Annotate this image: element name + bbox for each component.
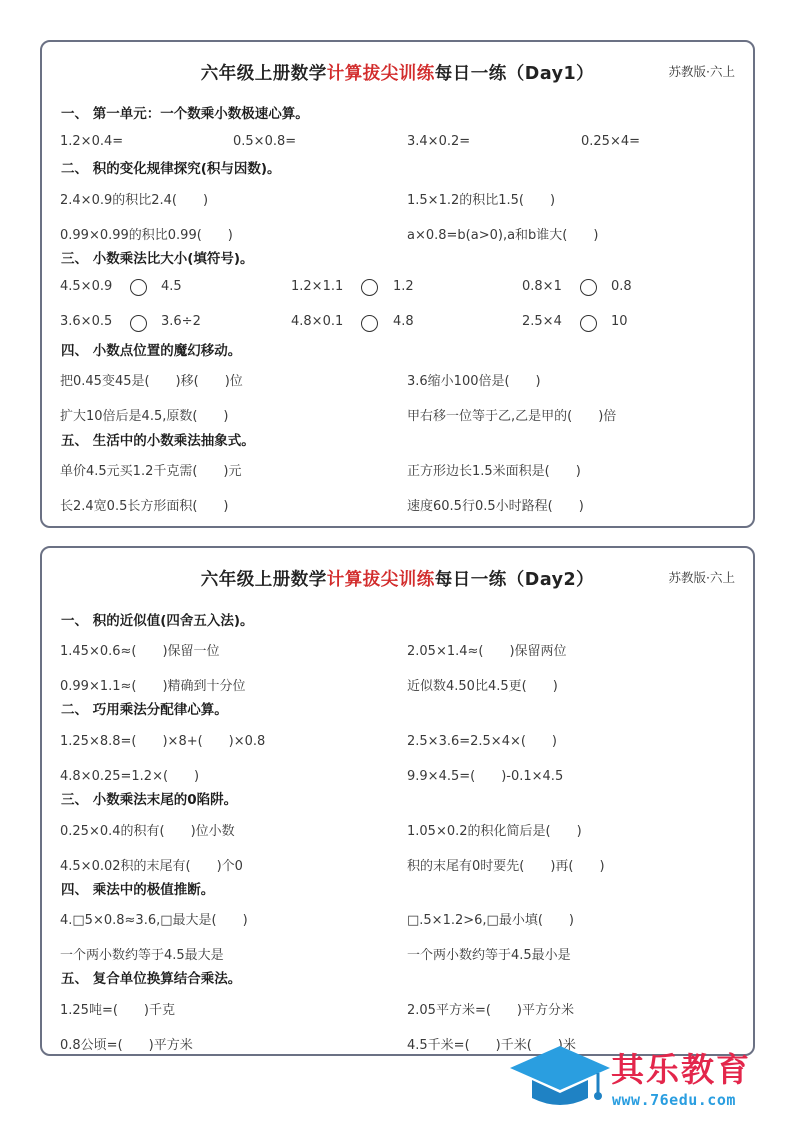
exercise-item: a×0.8=b(a>0),a和b谁大( ): [407, 228, 599, 243]
exercise-item: 1.05×0.2的积化简后是( ): [407, 824, 582, 839]
compare-right: 3.6÷2: [161, 314, 201, 329]
exercise-item: 0.8公顷=( )平方米: [60, 1038, 193, 1053]
exercise-item: 长2.4宽0.5长方形面积( ): [60, 499, 229, 514]
brand-url: www.76edu.com: [612, 1091, 736, 1109]
exercise-item: 0.99×0.99的积比0.99( ): [60, 228, 233, 243]
exercise-item: 2.05平方米=( )平方分米: [407, 1003, 574, 1018]
compare-left: 2.5×4: [522, 314, 562, 329]
exercise-item: 1.25×8.8=( )×8+( )×0.8: [60, 734, 266, 749]
exercise-item: 1.5×1.2的积比1.5( ): [407, 193, 556, 208]
section-heading: 五、 复合单位换算结合乘法。: [61, 971, 242, 987]
exercise-item: 4.5×0.02积的末尾有( )个0: [60, 859, 243, 874]
compare-left: 1.2×1.1: [291, 279, 344, 294]
graduation-cap-icon: [508, 1040, 612, 1114]
section-heading: 三、 小数乘法末尾的0陷阱。: [61, 792, 238, 808]
compare-right: 10: [611, 314, 628, 329]
section-heading: 五、 生活中的小数乘法抽象式。: [61, 433, 255, 449]
exercise-item: 4.8×0.25=1.2×( ): [60, 769, 200, 784]
exercise-item: 1.2×0.4=: [60, 134, 124, 149]
worksheet-title: 六年级上册数学计算拔尖训练每日一练（Day1）: [200, 64, 595, 84]
edition-label: 苏教版·六上: [668, 64, 735, 79]
exercise-item: 2.4×0.9的积比2.4( ): [60, 193, 209, 208]
compare-right: 0.8: [611, 279, 632, 294]
compare-left: 4.5×0.9: [60, 279, 113, 294]
exercise-item: 一个两小数约等于4.5最大是: [60, 948, 224, 963]
exercise-item: 一个两小数约等于4.5最小是: [407, 948, 571, 963]
section-heading: 二、 积的变化规律探究(积与因数)。: [61, 161, 281, 177]
compare-left: 0.8×1: [522, 279, 562, 294]
answer-circle[interactable]: [130, 279, 147, 296]
exercise-item: 0.5×0.8=: [233, 134, 297, 149]
exercise-item: 甲右移一位等于乙,乙是甲的( )倍: [407, 409, 617, 424]
exercise-item: 1.45×0.6≈( )保留一位: [60, 644, 220, 659]
section-heading: 一、 积的近似值(四舍五入法)。: [61, 613, 254, 629]
compare-right: 4.8: [393, 314, 414, 329]
exercise-item: 2.05×1.4≈( )保留两位: [407, 644, 567, 659]
worksheet-day2: [40, 546, 755, 1056]
edition-label: 苏教版·六上: [668, 570, 735, 585]
exercise-item: 4.5千米=( )千米( )米: [407, 1038, 576, 1053]
compare-right: 1.2: [393, 279, 414, 294]
exercise-item: 积的末尾有0时要先( )再( ): [407, 859, 605, 874]
answer-circle[interactable]: [130, 315, 147, 332]
section-heading: 一、 第一单元：一个数乘小数极速心算。: [61, 106, 309, 122]
exercise-item: 扩大10倍后是4.5,原数( ): [60, 409, 229, 424]
worksheet-title: 六年级上册数学计算拔尖训练每日一练（Day2）: [200, 570, 595, 590]
exercise-item: 把0.45变45是( )移( )位: [60, 374, 243, 389]
exercise-item: 0.25×0.4的积有( )位小数: [60, 824, 235, 839]
brand-logo: [508, 1040, 788, 1116]
exercise-item: 9.9×4.5=( )-0.1×4.5: [407, 769, 564, 784]
exercise-item: 速度60.5行0.5小时路程( ): [407, 499, 584, 514]
exercise-item: □.5×1.2>6,□最小填( ): [407, 913, 574, 928]
section-heading: 二、 巧用乘法分配律心算。: [61, 702, 228, 718]
compare-left: 3.6×0.5: [60, 314, 113, 329]
exercise-item: 1.25吨=( )千克: [60, 1003, 175, 1018]
exercise-item: 4.□5×0.8≈3.6,□最大是( ): [60, 913, 248, 928]
exercise-item: 2.5×3.6=2.5×4×( ): [407, 734, 558, 749]
exercise-item: 单价4.5元买1.2千克需( )元: [60, 464, 242, 479]
exercise-item: 0.25×4=: [581, 134, 641, 149]
answer-circle[interactable]: [361, 279, 378, 296]
exercise-item: 0.99×1.1≈( )精确到十分位: [60, 679, 246, 694]
worksheet-day1: [40, 40, 755, 528]
compare-right: 4.5: [161, 279, 182, 294]
exercise-item: 近似数4.50比4.5更( ): [407, 679, 558, 694]
section-heading: 四、 乘法中的极值推断。: [61, 882, 215, 898]
compare-left: 4.8×0.1: [291, 314, 344, 329]
answer-circle[interactable]: [580, 315, 597, 332]
exercise-item: 正方形边长1.5米面积是( ): [407, 464, 581, 479]
exercise-item: 3.4×0.2=: [407, 134, 471, 149]
exercise-item: 3.6缩小100倍是( ): [407, 374, 541, 389]
section-heading: 四、 小数点位置的魔幻移动。: [61, 343, 242, 359]
answer-circle[interactable]: [580, 279, 597, 296]
answer-circle[interactable]: [361, 315, 378, 332]
brand-name: 其乐教育: [611, 1050, 751, 1089]
section-heading: 三、 小数乘法比大小(填符号)。: [61, 251, 254, 267]
